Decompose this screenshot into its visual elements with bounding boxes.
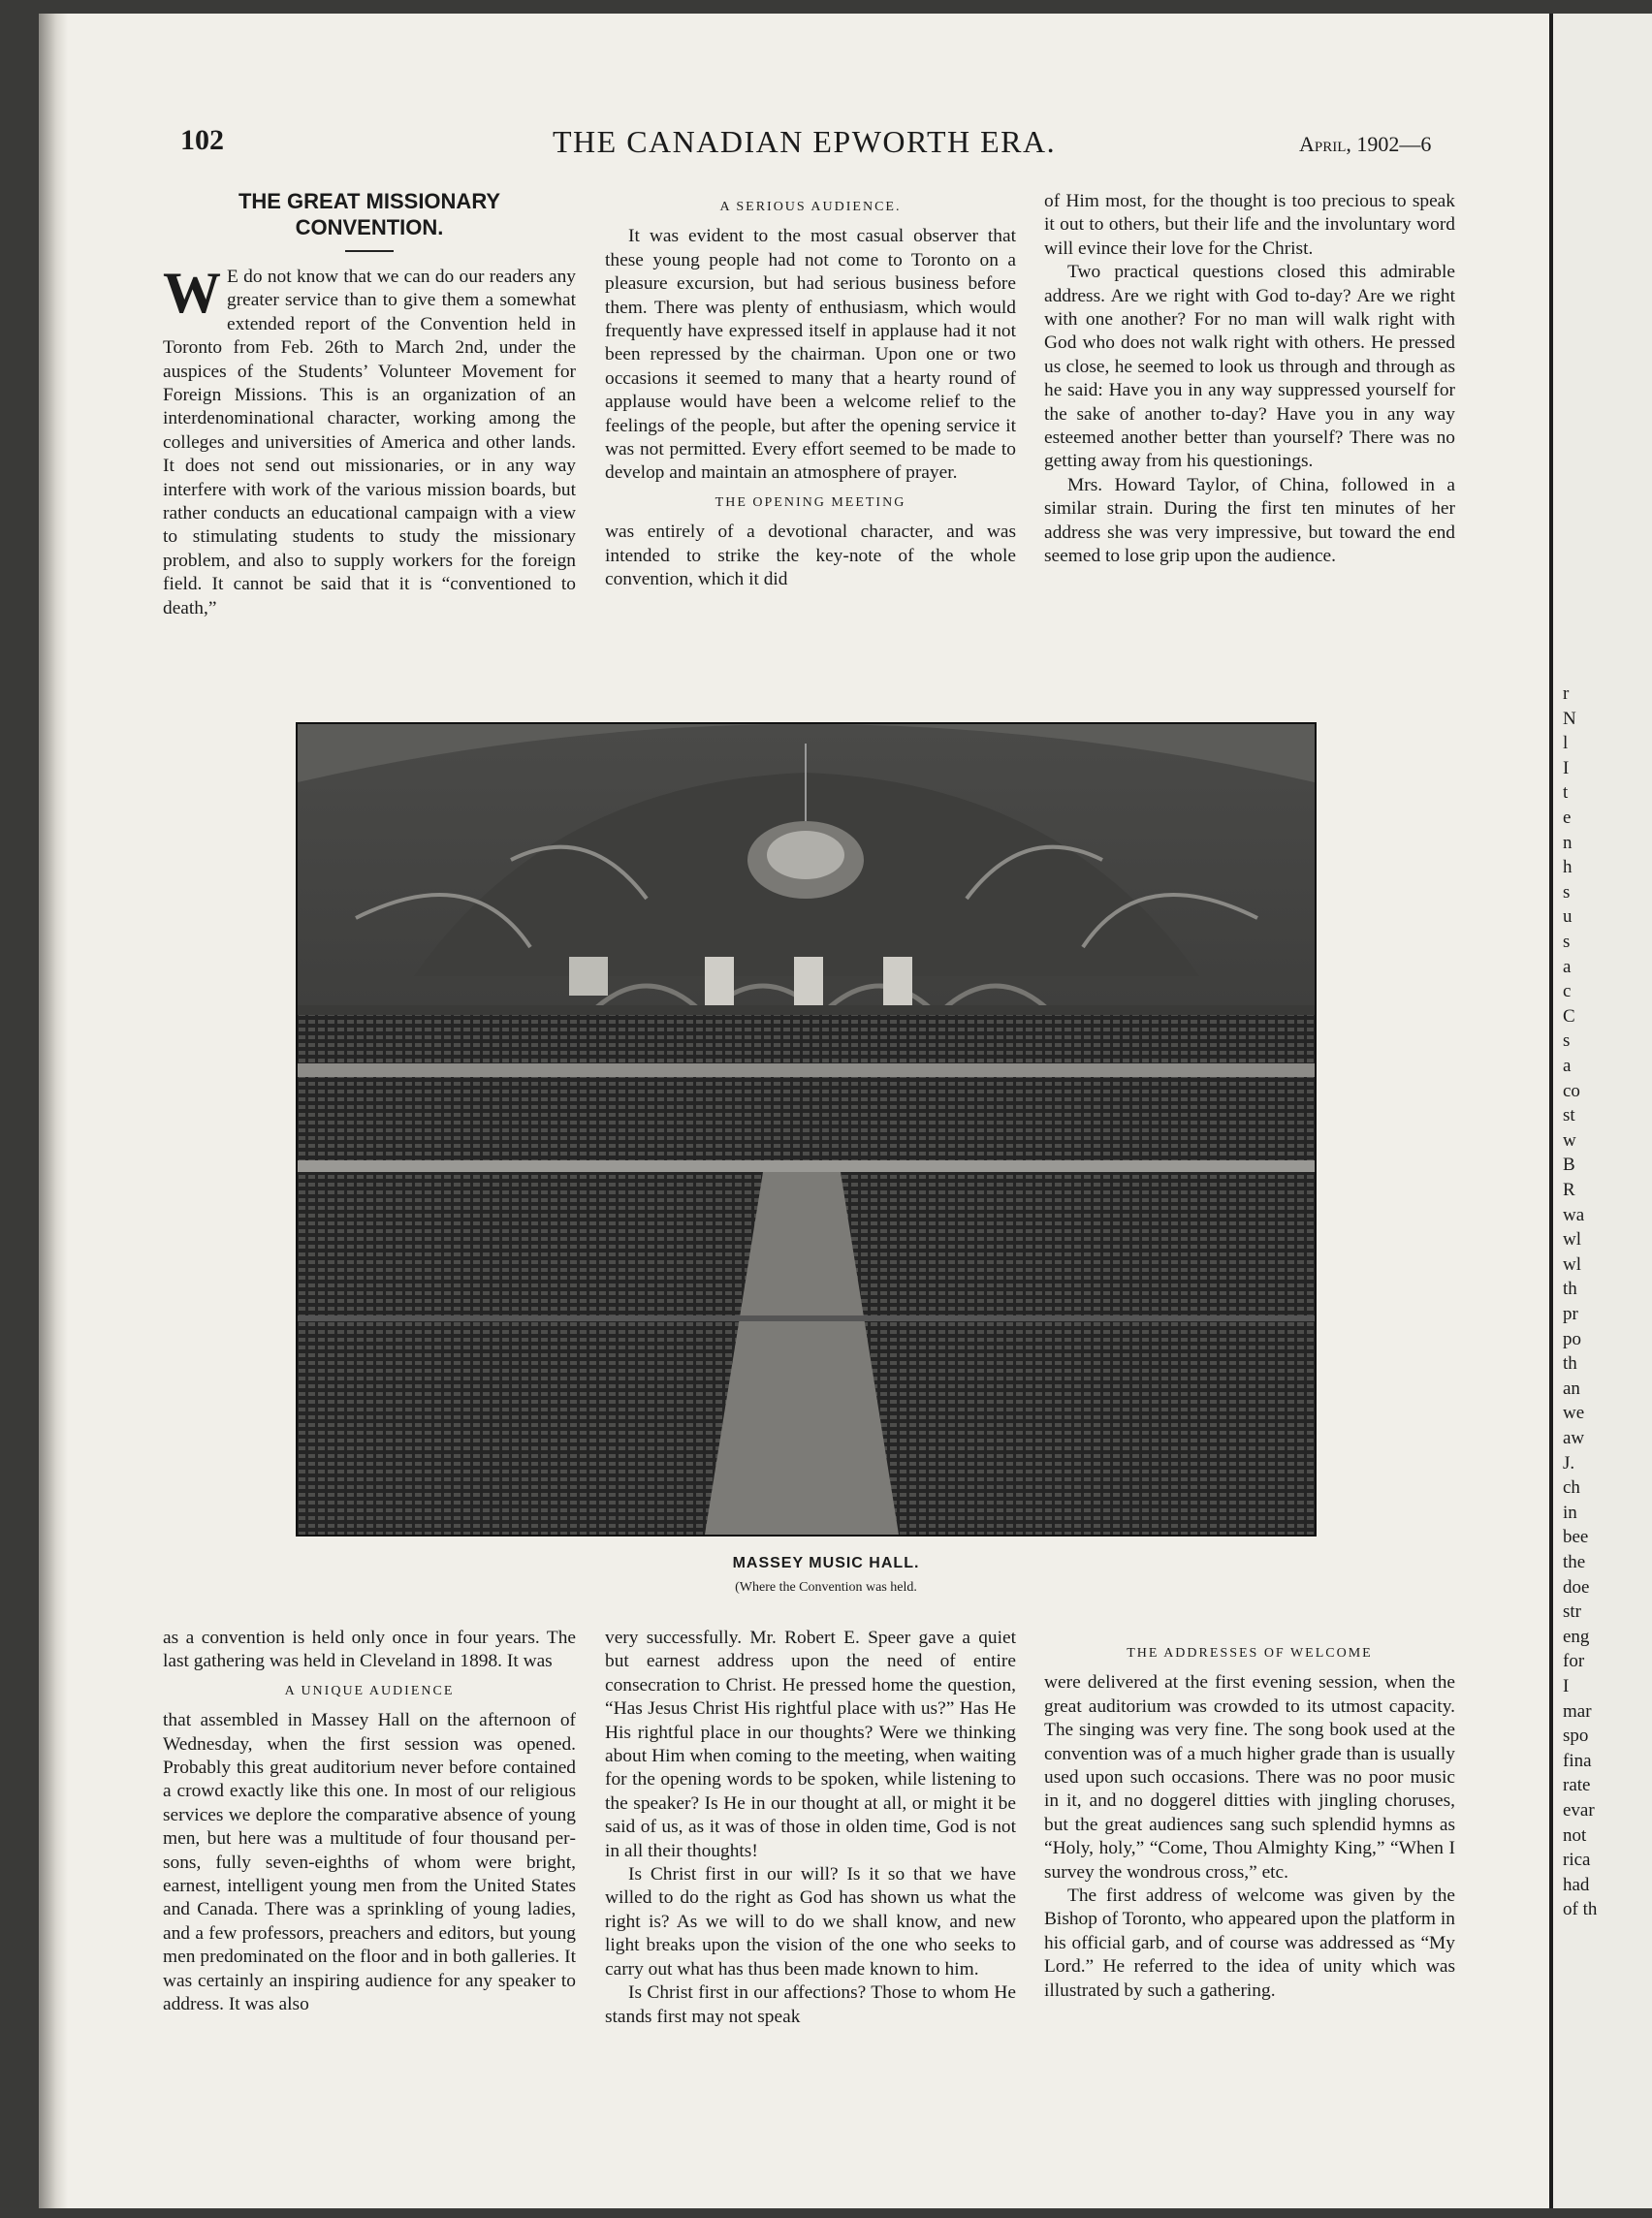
adjacent-page-fragment: h <box>1563 857 1573 878</box>
adjacent-page-fragment: of th <box>1563 1899 1598 1920</box>
photo-caption-subtitle: (Where the Convention was held. <box>735 1580 917 1595</box>
magazine-title: THE CANADIAN EPWORTH ERA. <box>553 124 1057 159</box>
adjacent-page-edge <box>1549 14 1652 2208</box>
paragraph: Is Christ first in our will? Is it so that we have willed to do the right as God has shown us what the right is? As we will to do we shall know, and new light breaks upon the vision of the one who seeks to carry out what has thus been made known to him. <box>605 1864 1016 1980</box>
adjacent-page-fragment: had <box>1563 1874 1590 1895</box>
issue-date: April, 1902—6 <box>1299 132 1432 156</box>
adjacent-page-fragment: spo <box>1563 1726 1589 1747</box>
adjacent-page-fragment: an <box>1563 1378 1580 1399</box>
adjacent-page-fragment: s <box>1563 932 1571 952</box>
adjacent-page-fragment: u <box>1563 906 1573 928</box>
drop-cap: W <box>163 261 221 325</box>
title-rule <box>345 250 394 252</box>
paragraph: It was evident to the most casual observer that these young people had not come to Toronto on a pleasure excursion, but had serious business before them. There was plenty of enthusiasm, which would frequently have expressed itself in applause had it not been repressed by the chairman. Upon one or two occasions it seemed to many that a hearty round of applause would have been a welcome relief to the feelings of the people, but after the opening service it was not permitted. Every effort seemed to be made to develop and maintain an atmosphere of prayer. <box>605 226 1016 484</box>
column-3-bottom <box>1044 1636 1455 2003</box>
massey-hall-photo <box>296 722 1317 1537</box>
adjacent-page-fragment: rate <box>1563 1775 1591 1796</box>
adjacent-page-fragment: co <box>1563 1080 1580 1101</box>
adjacent-page-fragment: a <box>1563 1056 1572 1076</box>
adjacent-page-fragment: for <box>1563 1651 1585 1672</box>
adjacent-page-fragment: ch <box>1563 1477 1580 1499</box>
adjacent-page-fragment: pr <box>1563 1304 1578 1324</box>
adjacent-page-fragment: str <box>1563 1601 1581 1623</box>
column-1-top <box>163 188 576 620</box>
adjacent-page-fragment: wl <box>1563 1229 1581 1251</box>
intro-paragraph: E do not know that we can do our readers any greater service than to give them a somewhat extended report of the Convention held in Toronto from Feb. 26th to March 2nd, under the auspices of the Students’ Volunteer Movement for Foreign Missions. This is an organization of an interdenominational character, working among the colleges and universities of America and other lands. It does not send out missionaries, or in any way interfere with work of the various mission boards, but rather conducts an educational campaign with a view to stimulating students to study the missionary problem, and also to supply workers for the foreign field. It cannot be said that it is “conventioned to death,” <box>163 267 576 618</box>
adjacent-page-fragment: st <box>1563 1105 1575 1126</box>
page-number: 102 <box>180 124 224 156</box>
adjacent-page-fragment: bee <box>1563 1527 1589 1548</box>
paragraph: as a convention is held only once in four years. The last gathering was held in Cleveland in 1898. It was <box>163 1628 576 1672</box>
adjacent-page-fragment: po <box>1563 1328 1581 1349</box>
adjacent-page-fragment: aw <box>1563 1428 1585 1448</box>
column-2-bottom <box>605 1627 1016 2029</box>
adjacent-page-fragment: not <box>1563 1824 1587 1846</box>
adjacent-page-fragment: eng <box>1563 1626 1590 1647</box>
adjacent-page-fragment: N <box>1563 708 1576 729</box>
adjacent-page-fragment: evar <box>1563 1800 1595 1821</box>
adjacent-page-fragment: doe <box>1563 1576 1590 1598</box>
photo-caption-title: MASSEY MUSIC HALL. <box>732 1555 920 1571</box>
adjacent-page-fragment: mar <box>1563 1700 1592 1722</box>
adjacent-page-fragment: rica <box>1563 1850 1591 1871</box>
column-1-bottom <box>163 1627 576 2017</box>
adjacent-page-fragment: we <box>1563 1403 1585 1424</box>
adjacent-page-fragment: t <box>1563 782 1569 804</box>
column-2-top <box>605 190 1016 592</box>
paragraph: were delivered at the first evening session, when the great auditorium was crowded to its utmost capacity. The singing was very fine. The song book used at the convention was of a much higher grade than is usually used upon such occasions. There was no poor music in it, and no doggerel ditties with jingling choruses, but the great audiences sang such splendid hymns as “Holy, holy,” “Come, Thou Almighty King,” “When I survey the wondrous cross,” etc. <box>1044 1672 1455 1883</box>
adjacent-page-fragment: the <box>1563 1552 1586 1572</box>
adjacent-page-fragment: s <box>1563 881 1571 903</box>
adjacent-page-fragment: a <box>1563 956 1572 977</box>
adjacent-page-fragment: r <box>1563 683 1570 704</box>
adjacent-page-fragment: B <box>1563 1155 1575 1176</box>
section-heading-addresses-of-welcome: THE ADDRESSES OF WELCOME <box>1127 1646 1373 1661</box>
paragraph: very successfully. Mr. Robert E. Speer gave a quiet but earnest address upon the need of entire consecration to Christ. He pressed home the question, “Has Jesus Christ His rightful place with us?” Has He His rightful place in our thoughts? Were we thinking about Him when coming to the meeting, when waiting for the opening words to be spoken, while listening to the speaker? Is He in our thought at all, or might it be said of us, as it was of those in olden time, God is not in all their thoughts! <box>605 1628 1016 1861</box>
adjacent-page-fragment: e <box>1563 808 1572 828</box>
paragraph: of Him most, for the thought is too precious to speak it out to others, but their life and the involuntary word will evince their love for the Christ. <box>1044 191 1455 259</box>
section-heading-unique-audience: A UNIQUE AUDIENCE <box>284 1683 455 1698</box>
article-title: THE GREAT MISSIONARY CONVENTION. <box>238 189 501 239</box>
adjacent-page-fragment: I <box>1563 757 1570 778</box>
adjacent-page-fragment: w <box>1563 1129 1576 1151</box>
adjacent-page-fragment: th <box>1563 1353 1577 1375</box>
paragraph: Two practical questions closed this admirable address. Are we right with God to-day? Are we right with one another? For no man will walk right with God who does not walk right with others. He pressed us close, he seemed to look us through and through as he said: Have you in any way suppressed yourself for the sake of another to-day? Have you in any way esteemed another better than yourself? There was no getting away from his questionings. <box>1044 262 1455 472</box>
adjacent-page-fragment: R <box>1563 1180 1575 1200</box>
adjacent-page-fragment: fina <box>1563 1750 1592 1771</box>
section-heading-serious-audience: A SERIOUS AUDIENCE. <box>719 200 902 214</box>
paragraph: Mrs. Howard Taylor, of China, followed in a similar strain. During the first ten minutes of her address she was very impressive, but toward the end seemed to lose grip upon the audience. <box>1044 474 1455 567</box>
column-3-top <box>1044 190 1455 569</box>
adjacent-page-fragment: wa <box>1563 1204 1585 1225</box>
adjacent-page-fragment: s <box>1563 1030 1571 1052</box>
auditorium-illustration <box>298 724 1315 1535</box>
adjacent-page-fragment: n <box>1563 832 1573 853</box>
adjacent-page-fragment: c <box>1563 981 1572 1002</box>
adjacent-page-fragment: C <box>1563 1005 1575 1027</box>
paragraph: was entirely of a devotional character, and was intended to strike the key-note of the whole convention, which it did <box>605 522 1016 590</box>
adjacent-page-fragment: th <box>1563 1279 1577 1300</box>
adjacent-page-fragment: I <box>1563 1676 1570 1696</box>
adjacent-page-fragment: l <box>1563 733 1569 754</box>
adjacent-page-fragment: J. <box>1563 1452 1575 1473</box>
paragraph: that assembled in Massey Hall on the afternoon of Wednesday, when the first session was opened. Probably this great auditorium never before contained a crowd exactly like this one. In most of our religious services we deplore the comparative absence of young men, but here was a multitude of four thousand persons, fully seven-eighths of whom were bright, earnest, intelligent young men from the United States and Canada. There was a sprinkling of young ladies, and a few professors, preachers and editors, but young men predominated on the floor and in both galleries. It was certainly an inspiring audience for any speaker to address. It was also <box>163 1710 576 2015</box>
section-heading-opening-meeting: THE OPENING MEETING <box>715 494 906 510</box>
adjacent-page-fragment: wl <box>1563 1253 1581 1275</box>
adjacent-page-fragment: in <box>1563 1502 1577 1523</box>
binding-gutter <box>39 14 68 2208</box>
paragraph: Is Christ first in our affections? Those to whom He stands first may not speak <box>605 1982 1016 2027</box>
paragraph: The first address of welcome was given by the Bishop of Toronto, who appeared upon the platform in his official garb, and of course was addressed as “My Lord.” He referred to the idea of unity which was illustrated by such a gathering. <box>1044 1885 1455 2001</box>
